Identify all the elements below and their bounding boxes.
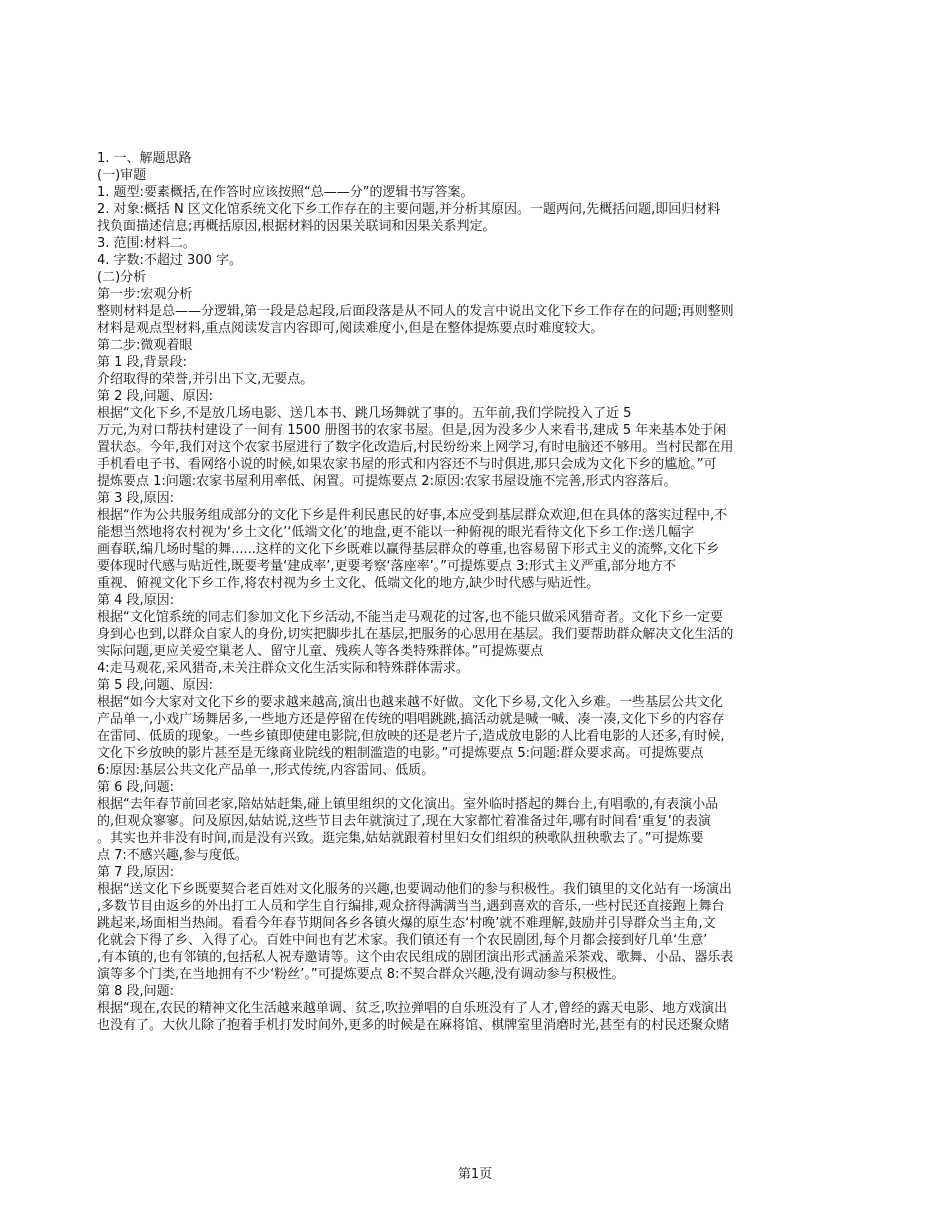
text-line: 重视、俯视文化下乡工作,将农村视为乡土文化、低端文化的地方,缺少时代感与贴近性。 <box>97 576 600 591</box>
text-line: 手机看电子书、看网络小说的时候,如果农家书屋的形式和内容还不与时俱进,那只会成为文化下乡的尴尬。”可 <box>97 457 717 472</box>
text-line: 的,但观众寥寥。问及原因,姑姑说,这些节目去年就演过了,现在大家都忙着准备过年,哪有时间看‘重复’的表演 <box>97 814 711 829</box>
text-line: 第 1 段,背景段: <box>97 355 188 370</box>
document-body <box>97 150 872 1034</box>
text-line: 第 7 段,原因: <box>97 865 175 880</box>
text-line: 根据“送文化下乡既要契合老百姓对文化服务的兴趣,也要调动他们的参与积极性。我们镇里的文化站有一场演出 <box>97 882 732 897</box>
text-line: 能想当然地将农村视为‘乡土文化’‘低端文化’的地盘,更不能以一种俯视的眼光看待文化下乡工作:送几幅字 <box>97 525 695 540</box>
text-line: 找负面描述信息;再概括原因,根据材料的因果关联词和因果关系判定。 <box>97 219 496 234</box>
text-line: 6:原因:基层公共文化产品单一,形式传统,内容雷同、低质。 <box>97 763 435 778</box>
text-line: 文化下乡放映的影片甚至是无缘商业院线的粗制滥造的电影。”可提炼要点 5:问题:群众要求高。可提炼要点 <box>97 746 704 761</box>
text-line: 根据“如今大家对文化下乡的要求越来越高,演出也越来越不好做。文化下乡易,文化入乡难。一些基层公共文化 <box>97 695 724 710</box>
text-line: ,有本镇的,也有邻镇的,包括私人祝寿邀请等。这个由农民组成的剧团演出形式涵盖采茶戏、歌舞、小品、器乐表 <box>97 950 734 965</box>
text-line: 4:走马观花,采风猎奇,未关注群众文化生活实际和特殊群体需求。 <box>97 661 469 676</box>
text-line: 第 3 段,原因: <box>97 491 175 506</box>
text-line: 根据“文化下乡,不是放几场电影、送几本书、跳几场舞就了事的。五年前,我们学院投入了近 5 <box>97 406 632 421</box>
text-line: (一)审题 <box>97 168 147 183</box>
text-line: 1. 题型:要素概括,在作答时应该按照“总——分”的逻辑书写答案。 <box>97 185 474 200</box>
text-line: 置状态。今年,我们对这个农家书屋进行了数字化改造后,村民纷纷来上网学习,有时电脑还不够用。当村民都在用 <box>97 440 734 455</box>
text-line: 化就会下得了乡、入得了心。百姓中间也有艺术家。我们镇还有一个农民剧团,每个月都会接到好几单‘生意’ <box>97 933 708 948</box>
text-line: 材料是观点型材料,重点阅读发言内容即可,阅读难度小,但是在整体提炼要点时难度较大。 <box>97 321 604 336</box>
text-line: 2. 对象:概括 N 区文化馆系统文化下乡工作存在的主要问题,并分析其原因。一题两问,先概括问题,即回归材料 <box>97 202 721 217</box>
text-line: 跳起来,场面相当热闹。看看今年春节期间各乡各镇火爆的原生态‘村晚’就不难理解,鼓励并引导群众当主角,文 <box>97 916 716 931</box>
text-line: 第二步:微观着眼 <box>97 338 193 353</box>
text-line: 1. 一、解题思路 <box>97 151 192 166</box>
text-line: 产品单一,小戏广场舞居多,一些地方还是停留在传统的唱唱跳跳,搞活动就是喊一喊、凑一凑,文化下乡的内容存 <box>97 712 725 727</box>
text-line: 第 8 段,问题: <box>97 984 175 999</box>
text-line: 根据“作为公共服务组成部分的文化下乡是件利民惠民的好事,本应受到基层群众欢迎,但在具体的落实过程中,不 <box>97 508 728 523</box>
text-line: 第 5 段,问题、原因: <box>97 678 214 693</box>
text-line: 实际问题,更应关爱空巢老人、留守儿童、残疾人等各类特殊群体。”可提炼要点 <box>97 644 544 659</box>
text-line: 第 2 段,问题、原因: <box>97 389 214 404</box>
text-line: ,多数节目由返乡的外出打工人员和学生自行编排,观众挤得满满当当,遇到喜欢的音乐,一些村民还直接跑上舞台 <box>97 899 725 914</box>
text-line: 根据“现在,农民的精神文化生活越来越单调、贫乏,吹拉弹唱的自乐班没有了人才,曾经的露天电影、地方戏演出 <box>97 1001 728 1016</box>
page-number: 第1页 <box>457 1167 493 1182</box>
text-line: 第 6 段,问题: <box>97 780 175 795</box>
text-line: 也没有了。大伙儿除了抱着手机打发时间外,更多的时候是在麻将馆、棋牌室里消磨时光,甚至有的村民还聚众赌 <box>97 1018 730 1033</box>
text-line: 整则材料是总——分逻辑,第一段是总起段,后面段落是从不同人的发言中说出文化下乡工作存在的问题;再则整则 <box>97 304 734 319</box>
text-line: 根据“去年春节前回老家,陪姑姑赶集,碰上镇里组织的文化演出。室外临时搭起的舞台上,有唱歌的,有表演小品 <box>97 797 719 812</box>
text-line: 第 4 段,原因: <box>97 593 175 608</box>
text-line: 演等多个门类,在当地拥有不少‘粉丝’。”可提炼要点 8:不契合群众兴趣,没有调动参与积极性。 <box>97 967 625 982</box>
text-line: 。其实也并非没有时间,而是没有兴致。逛完集,姑姑就跟着村里妇女们组织的秧歌队扭秧歌去了。”可提炼要 <box>97 831 704 846</box>
text-line: 画春联,编几场时髦的舞......这样的文化下乡既难以赢得基层群众的尊重,也容易留下形式主义的流弊,文化下乡 <box>97 542 720 557</box>
text-line: 根据“文化馆系统的同志们参加文化下乡活动,不能当走马观花的过客,也不能只做采风猎奇者。文化下乡一定要 <box>97 610 724 625</box>
text-line: 第一步:宏观分析 <box>97 287 193 302</box>
text-line: 提炼要点 1:问题:农家书屋利用率低、闲置。可提炼要点 2:原因:农家书屋设施不完善,形式内容落后。 <box>97 474 677 489</box>
text-line: 在雷同、低质的现象。一些乡镇即使建电影院,但放映的还是老片子,造成放电影的人比看电影的人还多,有时候, <box>97 729 725 744</box>
text-line: (二)分析 <box>97 270 147 285</box>
text-line: 3. 范围:材料二。 <box>97 236 196 251</box>
text-line: 4. 字数:不超过 300 字。 <box>97 253 242 268</box>
text-line: 万元,为对口帮扶村建设了一间有 1500 册图书的农家书屋。但是,因为没多少人来看书,建成 5 年来基本处于闲 <box>97 423 727 438</box>
text-line: 要体现时代感与贴近性,既要考量‘建成率’,更要考察‘落座率’。”可提炼要点 3:形式主义严重,部分地方不 <box>97 559 676 574</box>
text-line: 身到心也到,以群众自家人的身份,切实把脚步扎在基层,把服务的心思用在基层。我们要帮助群众解决文化生活的 <box>97 627 734 642</box>
text-line: 点 7:不感兴趣,参与度低。 <box>97 848 248 863</box>
text-line: 介绍取得的荣誉,并引出下文,无要点。 <box>97 372 314 387</box>
